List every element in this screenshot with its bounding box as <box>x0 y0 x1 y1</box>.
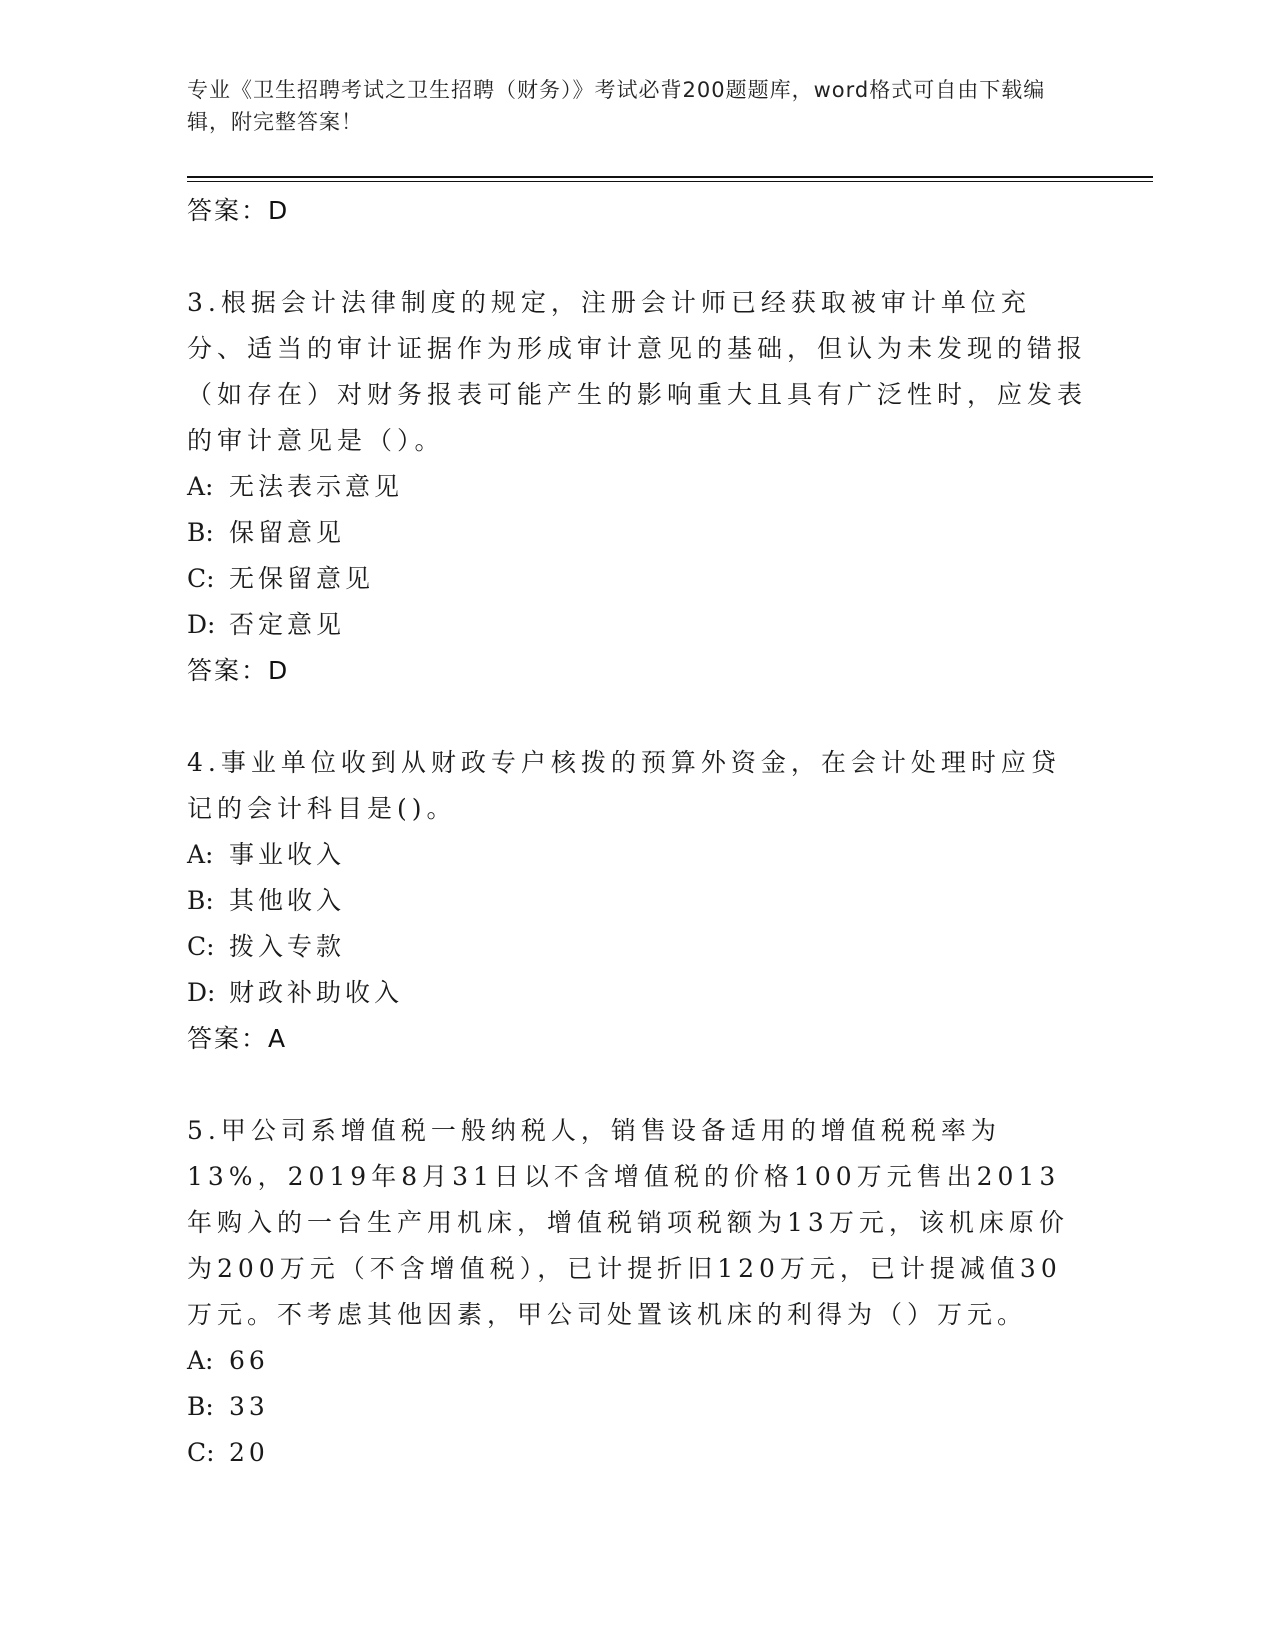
option-text: 拨入专款 <box>229 932 346 961</box>
option-letter: B: <box>187 1392 214 1421</box>
option-letter: A: <box>187 472 214 501</box>
question-5 <box>187 1108 1087 1476</box>
option-a <box>187 832 1087 878</box>
option-text: 事业收入 <box>229 840 346 869</box>
option-b <box>187 510 1087 556</box>
question-stem: 3.根据会计法律制度的规定，注册会计师已经获取被审计单位充分、适当的审计证据作为形成审计意见的基础，但认为未发现的错报（如存在）对财务报表可能产生的影响重大且具有广泛性时，应发表的审计意见是（）。 <box>187 288 1088 455</box>
option-letter: D: <box>187 978 216 1007</box>
question-3 <box>187 280 1087 694</box>
option-text: 无法表示意见 <box>229 472 404 501</box>
option-text: 无保留意见 <box>229 564 375 593</box>
option-letter: C: <box>187 564 215 593</box>
option-a <box>187 464 1087 510</box>
header-divider-thin <box>187 181 1153 182</box>
answer-line: 答案：D <box>187 656 290 685</box>
option-letter: A: <box>187 1346 214 1375</box>
answer-line: 答案：A <box>187 1024 288 1053</box>
option-text: 66 <box>229 1346 269 1375</box>
document-intro: 专业《卫生招聘考试之卫生招聘（财务）》考试必背200题题库，word格式可自由下载编辑，附完整答案！ <box>187 78 1046 134</box>
question-stem: 4.事业单位收到从财政专户核拨的预算外资金，在会计处理时应贷记的会计科目是()。 <box>187 748 1061 823</box>
option-b <box>187 878 1087 924</box>
option-text: 否定意见 <box>229 610 346 639</box>
option-letter: B: <box>187 886 214 915</box>
option-text: 33 <box>229 1392 269 1421</box>
option-text: 保留意见 <box>229 518 346 547</box>
option-a <box>187 1338 1087 1384</box>
option-text: 20 <box>229 1438 269 1467</box>
option-d <box>187 602 1087 648</box>
option-letter: D: <box>187 610 216 639</box>
header-divider <box>187 176 1153 178</box>
option-letter: C: <box>187 932 215 961</box>
answer-line: 答案：D <box>187 196 290 225</box>
question-list <box>187 188 1087 1476</box>
option-c <box>187 924 1087 970</box>
option-text: 其他收入 <box>229 886 346 915</box>
option-letter: B: <box>187 518 214 547</box>
option-d <box>187 970 1087 1016</box>
option-text: 财政补助收入 <box>229 978 404 1007</box>
option-letter: A: <box>187 840 214 869</box>
option-c <box>187 556 1087 602</box>
option-b <box>187 1384 1087 1430</box>
question-4 <box>187 740 1087 1062</box>
question-stem: 5.甲公司系增值税一般纳税人，销售设备适用的增值税税率为13%，2019年8月31日以不含增值税的价格100万元售出2013年购入的一台生产用机床，增值税销项税额为13万元，该机床原价为200万元（不含增值税），已计提折旧120万元，已计提减值30万元。不考虑其他因素，甲公司处置该机床的利得为（）万元。 <box>187 1116 1069 1329</box>
option-c <box>187 1430 1087 1476</box>
option-letter: C: <box>187 1438 215 1467</box>
